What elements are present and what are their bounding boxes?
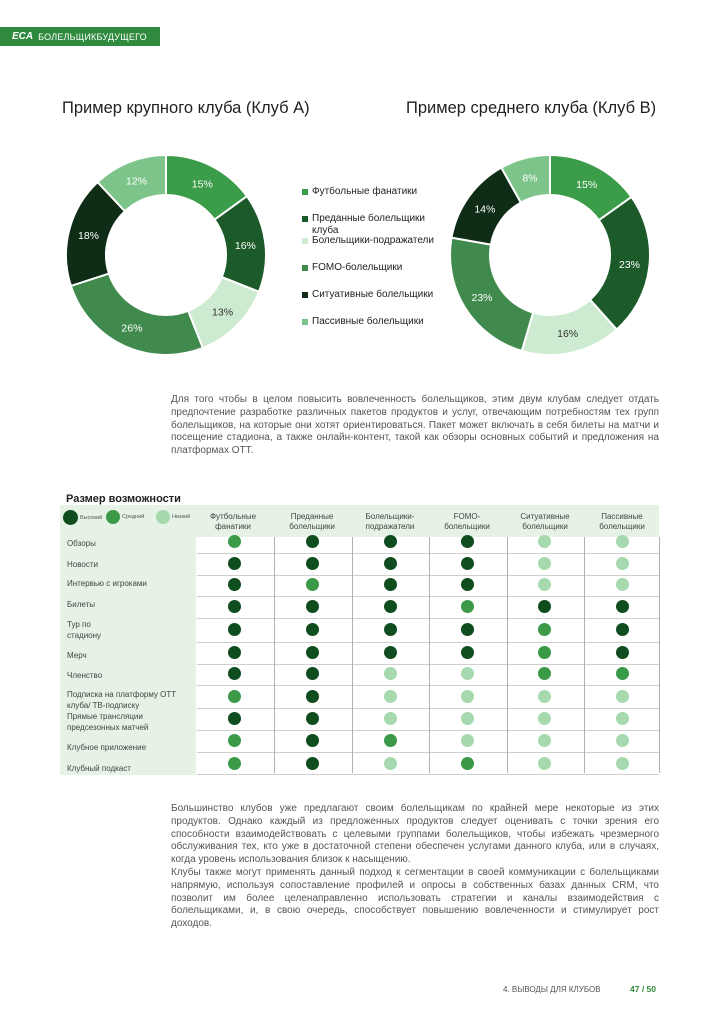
matrix-dot-high — [461, 578, 474, 591]
legend-label: Ситуативные болельщики — [312, 289, 434, 300]
matrix-dot-high — [384, 646, 397, 659]
matrix-dot-medium — [384, 734, 397, 747]
row-label: Тур по стадиону — [67, 620, 102, 640]
legend-item — [302, 235, 452, 262]
brand-text: БОЛЕЛЬЩИКБУДУЩЕГО — [38, 31, 147, 42]
matrix-dot-high — [228, 578, 241, 591]
club-b-slice-label-0: 15% — [576, 178, 598, 191]
paragraph-products: Большинство клубов уже предлагают своим болельщикам по крайней мере некоторые из этих продуктов. Однако каждый из предложенных продуктов следует оценивать с точки зрения его способности взаимодействовать с целевыми группами болельщиков, чтобы избежать чрезмерного обслуживания тех, кто уже в достаточной степени обеспечен услугами данного клуба, или в случаях, когда уровень использования близок к насыщению. — [171, 803, 659, 866]
matrix-dot-high — [616, 623, 629, 636]
matrix-dot-low — [384, 690, 397, 703]
grid-row-line — [197, 575, 659, 576]
matrix-dot-medium — [228, 690, 241, 703]
row-label: Обзоры — [67, 539, 96, 548]
column-header: Преданные болельщики — [289, 512, 335, 531]
matrix-dot-low — [384, 667, 397, 680]
legend-item — [302, 289, 452, 316]
matrix-dot-high — [461, 535, 474, 548]
row-label: Подписка на платформу ОТТ клуба/ ТВ-подписку — [67, 690, 177, 710]
matrix-dot-medium — [228, 757, 241, 770]
matrix-dot-medium — [616, 667, 629, 680]
matrix-dot-high — [616, 646, 629, 659]
matrix-dot-low — [538, 535, 551, 548]
matrix-dot-high — [384, 557, 397, 570]
donut-chart-club-a — [65, 154, 267, 356]
club-b-slice-label-3: 23% — [471, 292, 493, 305]
matrix-dot-high — [228, 712, 241, 725]
row-label: Новости — [67, 560, 98, 569]
club-a-slice-label-0: 15% — [191, 178, 213, 191]
size-legend-medium — [106, 510, 144, 524]
column-header: Болельщики-подражатели — [365, 512, 415, 531]
matrix-dot-medium — [461, 600, 474, 613]
size-legend — [63, 510, 196, 526]
size-label-high: Высокий — [80, 514, 103, 521]
matrix-dot-low — [616, 535, 629, 548]
matrix-dot-low — [616, 712, 629, 725]
legend-swatch — [302, 292, 308, 298]
matrix-dot-high — [384, 623, 397, 636]
club-a-title: Пример крупного клуба (Клуб А) — [62, 99, 310, 117]
grid-column-line — [429, 537, 430, 773]
page-number: 47 / 50 — [630, 984, 656, 994]
legend-swatch — [302, 319, 308, 325]
grid-row-line — [197, 752, 659, 753]
matrix-dot-low — [384, 712, 397, 725]
club-b-slice-label-2: 16% — [557, 328, 579, 341]
row-label: Интервью с игроками — [67, 579, 147, 588]
matrix-dot-high — [616, 600, 629, 613]
grid-row-line — [197, 553, 659, 554]
legend-item — [302, 316, 452, 343]
matrix-dot-high — [306, 734, 319, 747]
chart-legend — [302, 186, 452, 343]
club-b-slice-label-5: 8% — [522, 172, 538, 185]
size-legend-high — [63, 510, 102, 525]
grid-column-line — [274, 537, 275, 773]
club-a-slice-3 — [71, 274, 203, 355]
matrix-dot-low — [538, 557, 551, 570]
club-b-title: Пример среднего клуба (Клуб В) — [406, 99, 657, 117]
matrix-dot-high — [228, 600, 241, 613]
row-label: Членство — [67, 671, 103, 680]
matrix-dot-high — [228, 557, 241, 570]
legend-swatch — [302, 216, 308, 222]
row-label: Клубное приложение — [67, 743, 147, 752]
size-dot-low — [156, 510, 170, 524]
legend-label: Преданные болельщики клуба — [312, 213, 426, 236]
matrix-dot-high — [306, 535, 319, 548]
club-a-slice-label-2: 13% — [212, 306, 234, 319]
legend-item — [302, 186, 452, 213]
eca-logo: ECA — [12, 31, 34, 42]
matrix-dot-low — [616, 757, 629, 770]
club-a-slice-label-1: 16% — [234, 239, 256, 252]
grid-row-line — [197, 730, 659, 731]
header-bar — [0, 27, 160, 46]
matrix-dot-high — [306, 667, 319, 680]
column-header: Пассивные болельщики — [599, 512, 645, 531]
row-label: Мерч — [67, 651, 87, 660]
matrix-dot-high — [538, 600, 551, 613]
matrix-dot-low — [538, 757, 551, 770]
matrix-dot-medium — [538, 646, 551, 659]
size-dot-high — [63, 510, 78, 525]
matrix-dot-high — [306, 690, 319, 703]
matrix-dot-low — [461, 712, 474, 725]
matrix-dot-low — [461, 690, 474, 703]
grid-column-line — [659, 537, 660, 773]
matrix-dot-low — [461, 734, 474, 747]
matrix-dot-high — [228, 646, 241, 659]
matrix-dot-high — [384, 535, 397, 548]
grid-row-line — [197, 774, 659, 775]
matrix-dot-high — [461, 557, 474, 570]
club-b-slice-label-4: 14% — [474, 203, 496, 216]
row-label: Билеты — [67, 600, 95, 609]
club-b-slice-label-1: 23% — [618, 258, 641, 271]
club-a-slice-label-5: 12% — [126, 175, 148, 188]
matrix-dot-medium — [228, 734, 241, 747]
legend-label: Болельщики-подражатели — [312, 235, 434, 246]
matrix-dot-high — [461, 623, 474, 636]
grid-row-line — [197, 596, 659, 597]
column-header: Ситуативные болельщики — [520, 512, 570, 531]
matrix-dot-low — [538, 712, 551, 725]
conclusion-text — [171, 803, 659, 931]
grid-row-line — [197, 708, 659, 709]
grid-row-line — [197, 664, 659, 665]
size-label-medium: Средний — [122, 514, 145, 520]
matrix-dot-high — [228, 623, 241, 636]
footer-section-label: 4. ВЫВОДЫ ДЛЯ КЛУБОВ — [503, 985, 601, 994]
column-header: Футбольные фанатики — [209, 512, 257, 531]
matrix-dot-medium — [306, 578, 319, 591]
matrix-dot-high — [306, 646, 319, 659]
row-label: Клубный подкаст — [67, 764, 131, 773]
donut-chart-club-b — [449, 154, 651, 356]
size-label-low: Низкий — [172, 514, 191, 520]
grid-row-line — [197, 685, 659, 686]
matrix-dot-high — [228, 667, 241, 680]
matrix-dot-medium — [538, 623, 551, 636]
grid-column-line — [584, 537, 585, 773]
legend-swatch — [302, 238, 308, 244]
matrix-dot-high — [306, 757, 319, 770]
matrix-dot-low — [384, 757, 397, 770]
legend-label: Футбольные фанатики — [312, 186, 418, 197]
matrix-dot-medium — [538, 667, 551, 680]
matrix-dot-high — [306, 600, 319, 613]
matrix-dot-low — [461, 667, 474, 680]
column-header: FOMO-болельщики — [444, 512, 490, 531]
matrix-dot-high — [306, 623, 319, 636]
matrix-dot-medium — [228, 535, 241, 548]
club-a-slice-label-4: 18% — [78, 230, 100, 243]
legend-item — [302, 262, 452, 289]
matrix-title: Размер возможности — [66, 493, 181, 505]
matrix-dot-medium — [461, 757, 474, 770]
matrix-dot-low — [538, 734, 551, 747]
grid-row-line — [197, 618, 659, 619]
legend-swatch — [302, 189, 308, 195]
grid-column-line — [352, 537, 353, 773]
intro-paragraph: Для того чтобы в целом повысить вовлеченность болельщиков, этим двум клубам следует отдать предпочтение разработке различных пакетов продуктов и услуг, отвечающим потребностям тех групп болельщиков, на которые они хотят ориентироваться. Пакет может включать в себя билеты на матчи и посещение стадиона, а также онлайн-контент, такой как обзоры основных событий и предложения на платформах ОТТ. — [171, 394, 659, 457]
matrix-dot-high — [384, 600, 397, 613]
size-dot-medium — [106, 510, 120, 524]
matrix-dot-high — [306, 712, 319, 725]
matrix-dot-low — [616, 557, 629, 570]
paragraph-segmentation: Клубы также могут применять данный подход к сегментации в своей коммуникации с болельщиками напрямую, используя сопоставление профилей и опросы в собственных базах данных CRM, что позволит им более целенаправленно использовать стратегии и каналы взаимодействия с болельщиками, и, в свою очередь, способствует повышению вовлеченности и стимулирует рост доходов. — [171, 866, 659, 930]
legend-label: FOMO-болельщики — [312, 262, 403, 273]
matrix-dot-low — [616, 734, 629, 747]
club-a-slice-label-3: 26% — [121, 322, 143, 335]
matrix-dot-high — [384, 578, 397, 591]
matrix-dot-low — [616, 578, 629, 591]
row-label: Прямые трансляции предсезонных матчей — [67, 712, 149, 732]
matrix-dot-low — [538, 578, 551, 591]
legend-swatch — [302, 265, 308, 271]
matrix-dot-low — [538, 690, 551, 703]
matrix-dot-low — [616, 690, 629, 703]
matrix-dot-high — [306, 557, 319, 570]
grid-column-line — [507, 537, 508, 773]
legend-label: Пассивные болельщики — [312, 316, 424, 327]
matrix-dot-high — [461, 646, 474, 659]
grid-row-line — [197, 642, 659, 643]
size-legend-low — [156, 510, 190, 524]
